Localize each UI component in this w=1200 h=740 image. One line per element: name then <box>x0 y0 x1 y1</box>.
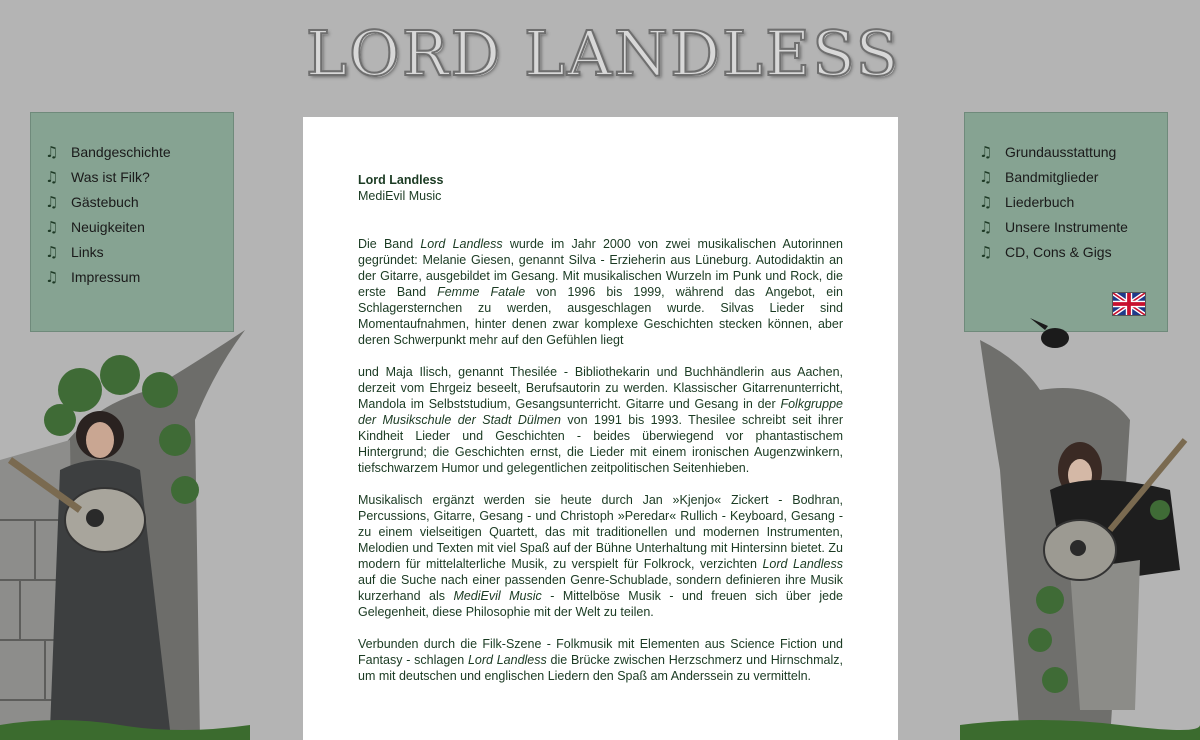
nav-left-item-impressum[interactable] <box>45 264 233 289</box>
band-title: Lord Landless <box>358 173 444 187</box>
content-panel <box>303 117 898 740</box>
paragraph-filk: Verbunden durch die Filk-Szene - Folkmusik mit Elementen aus Science Fiction und Fantasy - schlagen Lord Landless die Brücke zwischen Herzschmerz und Hirnschmalz, um mit deutschen und englischen Liedern den Spaß am Anderssein zu vermitteln. <box>358 637 843 683</box>
music-note-icon: ♫ <box>979 167 993 186</box>
nav-item-label[interactable]: Neuigkeiten <box>71 218 145 235</box>
nav-right-item-unsere-instrumente[interactable] <box>979 214 1167 239</box>
nav-left-item-gästebuch[interactable] <box>45 189 233 214</box>
nav-item-label[interactable]: CD, Cons & Gigs <box>1005 243 1112 260</box>
nav-item-label[interactable]: Was ist Filk? <box>71 168 150 185</box>
nav-item-label[interactable]: Links <box>71 243 104 260</box>
site-logo <box>278 17 928 90</box>
nav-item-label[interactable]: Liederbuch <box>1005 193 1075 210</box>
nav-item-label[interactable]: Bandgeschichte <box>71 143 171 160</box>
music-note-icon: ♫ <box>45 242 59 261</box>
right-nav-list <box>965 113 1167 264</box>
music-note-icon: ♫ <box>979 142 993 161</box>
paragraph-maja: und Maja Ilisch, genannt Thesilée - Bibliothekarin und Buchhändlerin aus Aachen, derzeit vom Ehrgeiz beseelt, Berufsautorin zu werden. Klassischer Gitarrenunterricht, Mandola im Selbststudium, Gesangsunterricht. Gitarre und Gesang in der Folkgruppe der Musikschule der Stadt Dülmen von 1991 bis 1993. Thesilee schreibt seit ihrer Kindheit Lieder und Geschichten - beides überwiegend vor phantastischem Hintergrund; die Geschichten ernst, die Lieder mit einem ironischen Augenzwinkern, tiefschwarzem Humor und gelegentlichen zeitpolitischen Seitenhieben. <box>358 365 843 475</box>
nav-left-item-links[interactable] <box>45 239 233 264</box>
music-note-icon: ♫ <box>979 242 993 261</box>
left-nav-list <box>31 113 233 289</box>
left-musician-illustration <box>0 330 250 740</box>
right-musician-illustration <box>960 310 1200 740</box>
music-note-icon: ♫ <box>979 192 993 211</box>
nav-right-item-cd-cons-gigs[interactable] <box>979 239 1167 264</box>
music-note-icon: ♫ <box>45 267 59 286</box>
left-nav-panel <box>30 112 234 332</box>
nav-item-label[interactable]: Bandmitglieder <box>1005 168 1099 185</box>
music-note-icon: ♫ <box>45 217 59 236</box>
nav-item-label[interactable]: Impressum <box>71 268 141 285</box>
nav-item-label[interactable]: Grundausstattung <box>1005 143 1117 160</box>
nav-item-label[interactable]: Unsere Instrumente <box>1005 218 1128 235</box>
music-note-icon: ♫ <box>45 192 59 211</box>
nav-right-item-bandmitglieder[interactable] <box>979 164 1167 189</box>
music-note-icon: ♫ <box>979 217 993 236</box>
nav-left-item-neuigkeiten[interactable] <box>45 214 233 239</box>
music-note-icon: ♫ <box>45 167 59 186</box>
music-note-icon: ♫ <box>45 142 59 161</box>
logo-text: LORD LANDLESS <box>305 17 901 90</box>
content-text <box>358 172 843 684</box>
nav-item-label[interactable]: Gästebuch <box>71 193 139 210</box>
nav-right-item-grundausstattung[interactable] <box>979 139 1167 164</box>
right-nav-panel <box>964 112 1168 332</box>
paragraph-quartet: Musikalisch ergänzt werden sie heute durch Jan »Kjenjo« Zickert - Bodhran, Percussions, Gitarre, Gesang - und Christoph »Peredar« Rullich - Keyboard, Gesang - zu einem vielseitigen Quartett, das mit traditionellen und modernen Instrumenten, Melodien und Texten mit viel Spaß auf der Bühne Unterhaltung mit Hintersinn bietet. Zu modern für mittelalterliche Musik, zu verspielt für Folkrock, verzichten Lord Landless auf die Suche nach einer passenden Genre-Schublade, sondern definieren ihre Musik kurzerhand als MediEvil Music - Mittelböse Musik - und freuen sich über jede Gelegenheit, diese Philosophie mit der Welt zu teilen. <box>358 493 844 619</box>
paragraph-intro: Die Band Lord Landless wurde im Jahr 2000 von zwei musikalischen Autorinnen gegründet: Melanie Giesen, genannt Silva - Erzieherin aus Lüneburg. Autodidaktin an der Gitarre, ausgebildet im Gesang. Mit musikalischen Wurzeln im Punk und Rock, die erste Band Femme Fatale von 1996 bis 1999, während das Angebot, ein Schlagersternchen zu werden, ausgeschlagen wurde. Silvas Lieder sind Momentaufnahmen, hinter denen zwar komplexe Geschichten stecken können, aber deren Schwerpunkt mehr auf den Gefühlen liegt <box>358 237 844 347</box>
nav-left-item-bandgeschichte[interactable] <box>45 139 233 164</box>
nav-left-item-was-ist-filk[interactable] <box>45 164 233 189</box>
nav-right-item-liederbuch[interactable] <box>979 189 1167 214</box>
band-subtitle: MediEvil Music <box>358 189 442 203</box>
